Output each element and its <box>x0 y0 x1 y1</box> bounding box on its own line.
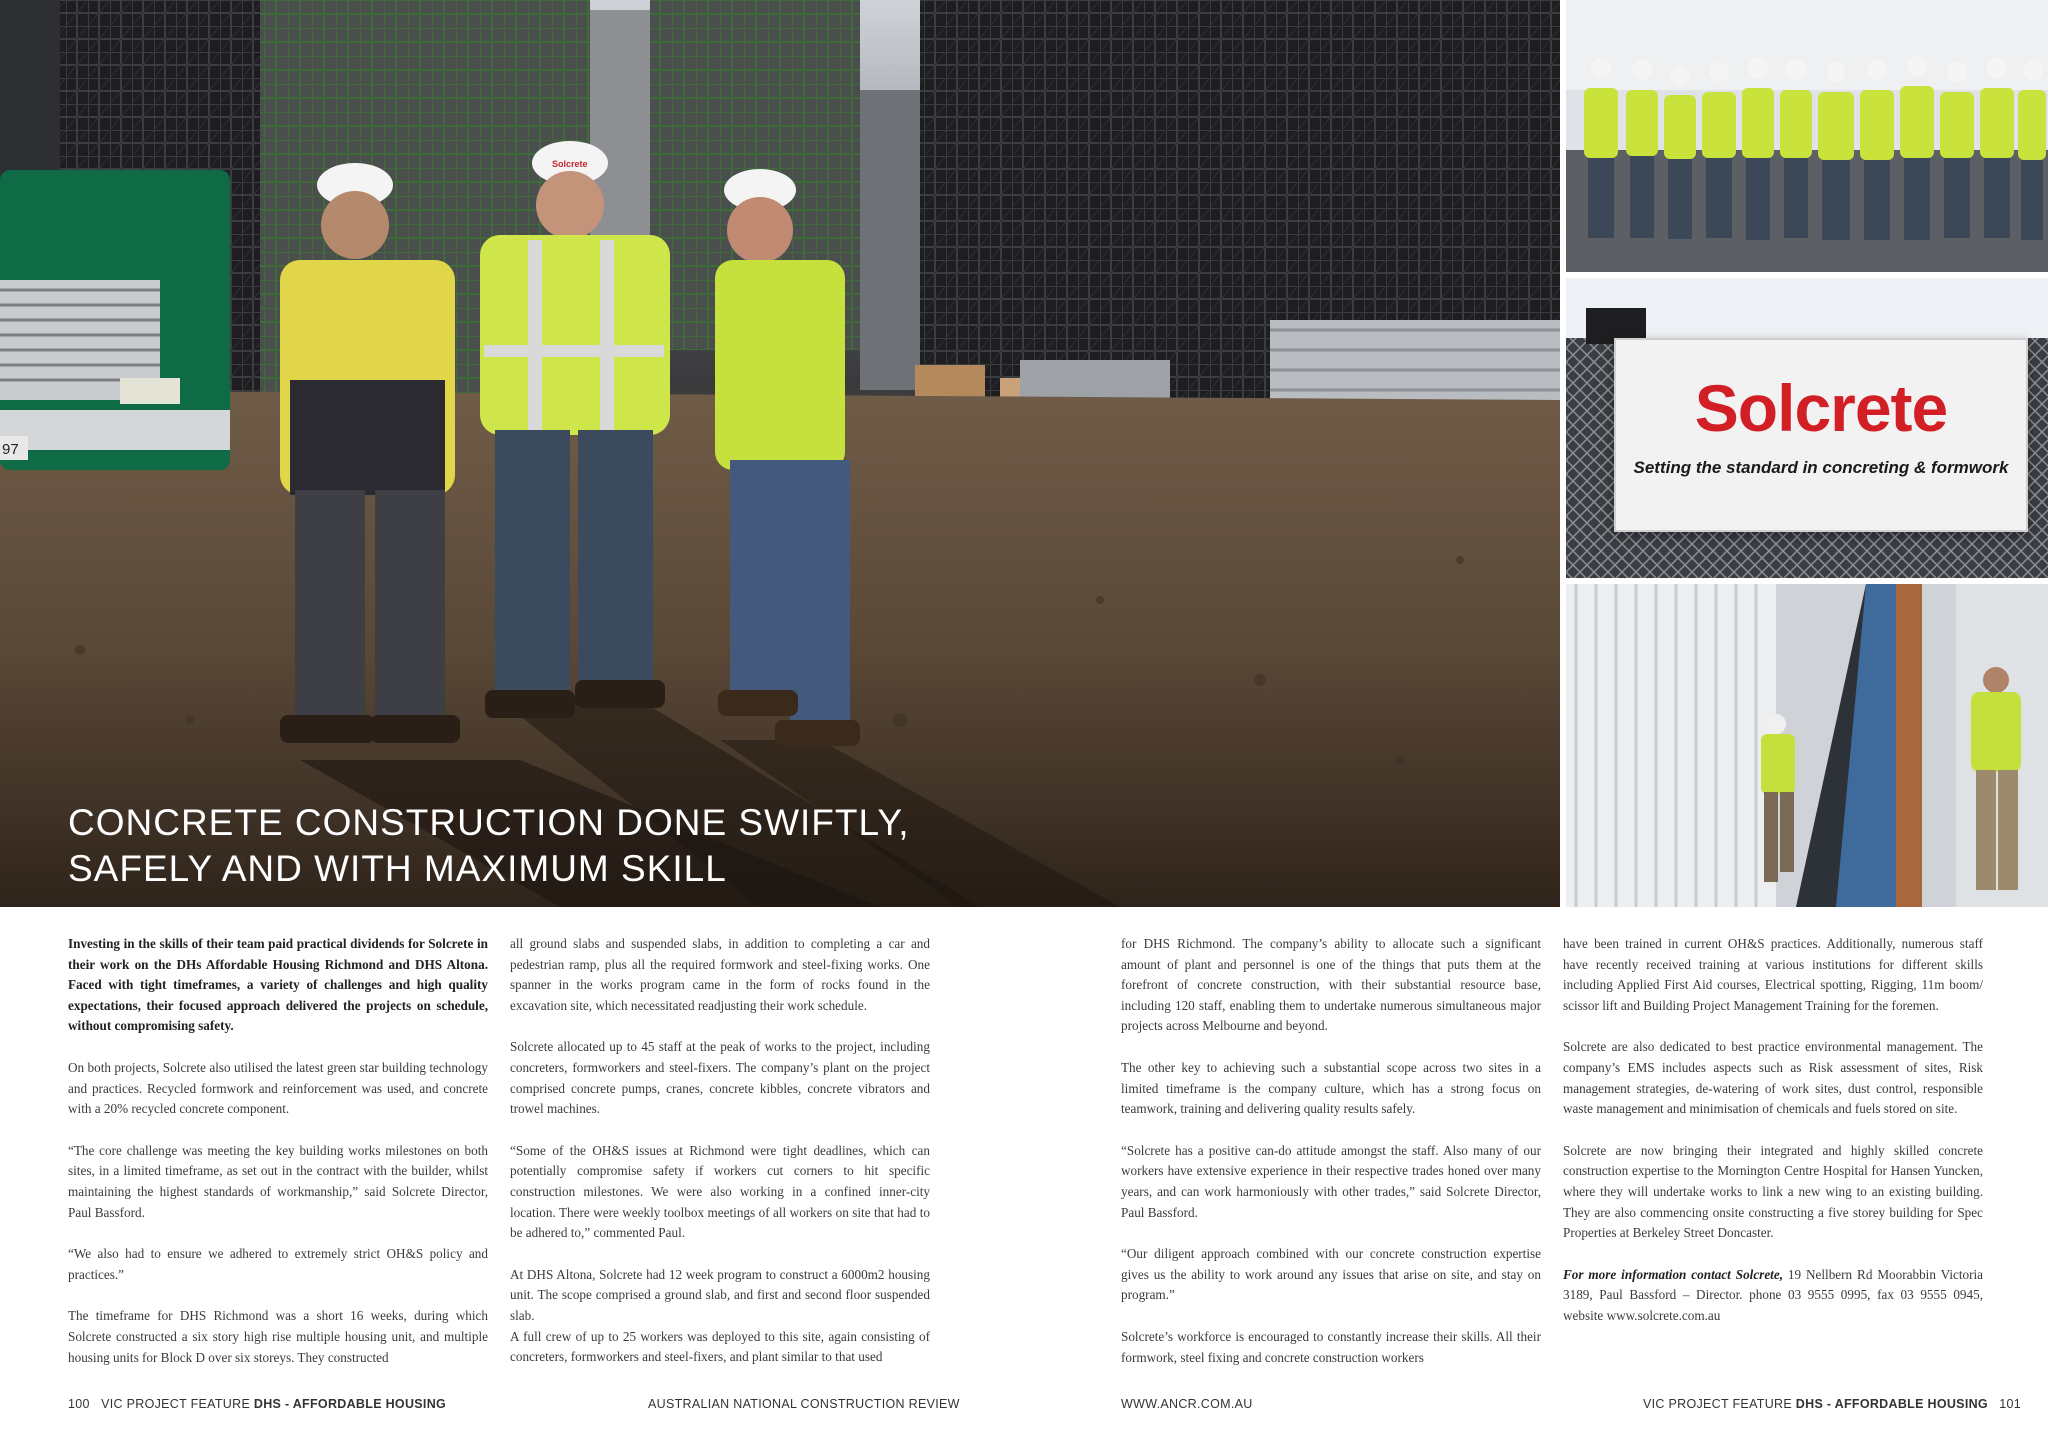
paragraph: “Our diligent approach combined with our concrete construction expertise gives us the ability to work around any issues that arise on site, and stay on program.” <box>1121 1246 1541 1303</box>
footer-left <box>68 1397 446 1411</box>
text-column-2 <box>510 934 930 1389</box>
text-column-3 <box>1121 934 1541 1389</box>
sign-card <box>1614 338 2028 532</box>
paragraph: have been trained in current OH&S practices. Additionally, numerous staff have recently received training at various institutions for different skills including Applied First Aid courses, Electrical spotting, Rigging, 11m boom/ scissor lift and Building Project Management Training for the foremen. <box>1563 936 1983 1013</box>
footer-section-right: DHS - AFFORDABLE HOUSING <box>1795 1397 1988 1411</box>
solcrete-logo: Solcrete <box>1694 371 1948 445</box>
formwork-worker-right <box>1971 667 2021 890</box>
helmet-logo-text: Solcrete <box>552 159 588 169</box>
paragraph: The timeframe for DHS Richmond was a short 16 weeks, during which Solcrete constructed a six story high rise multiple housing unit, and multiple housing units for Block D over six storeys. They constructed <box>68 1308 488 1365</box>
paragraph: Solcrete are now bringing their integrated and highly skilled concrete construction expertise to the Mornington Centre Hospital for Hansen Yuncken, where they will undertake works to link a new wing to an existing building. They are also commencing onsite constructing a five storey building for Spec Properties at Berkeley Street Doncaster. <box>1563 1142 1983 1241</box>
team-photo <box>1566 0 2048 272</box>
text-column-4 <box>1563 934 1983 1348</box>
paragraph: “The core challenge was meeting the key building works milestones on both sites, in a limited timeframe, as set out in the contract with the builder, whilst maintaining the highest standards of workmanship,” said Solcrete Director, Paul Bassford. <box>68 1142 488 1220</box>
team-group-scene <box>1566 0 2048 272</box>
paragraph: “We also had to ensure we adhered to extremely strict OH&S policy and practices.” <box>68 1246 488 1282</box>
footer-website[interactable]: WWW.ANCR.COM.AU <box>1121 1397 1253 1411</box>
headline <box>68 800 968 892</box>
paragraph: A full crew of up to 25 workers was deployed to this site, again consisting of concreters, formworkers and steel-fixers, and plant similar to that used <box>510 1328 930 1365</box>
footer-label-right: VIC PROJECT FEATURE <box>1643 1397 1793 1411</box>
paragraph: Solcrete’s workforce is encouraged to constantly increase their skills. All their formwork, steel fixing and concrete construction workers <box>1121 1328 1541 1365</box>
footer-label-left: VIC PROJECT FEATURE <box>101 1397 251 1411</box>
sign-tagline: Setting the standard in concreting & formwork <box>1633 458 2009 477</box>
paragraph: At DHS Altona, Solcrete had 12 week program to construct a 6000m2 housing unit. The scope comprised a ground slab, and first and second floor suspended slab. <box>510 1266 930 1323</box>
construction-site-scene <box>0 0 1560 907</box>
text-column-1 <box>68 934 488 1389</box>
formwork-photo <box>1566 584 2048 907</box>
paragraph: Solcrete are also dedicated to best practice environmental management. The company’s EMS includes aspects such as Risk assessment of sites, Risk management strategies, de-watering of work sites, dust control, responsible waste management and minimisation of chemicals and fuels stored on site. <box>1563 1039 1983 1117</box>
truck-plate: 97 <box>2 441 19 458</box>
lead-paragraph: Investing in the skills of their team paid practical dividends for Solcrete in their work on the DHs Affordable Housing Richmond and DHS Altona. Faced with tight timeframes, a variety of challenges and high quality expectations, their focused approach delivered the projects on schedule, without compromising safety. <box>68 936 488 1034</box>
hero-photo <box>0 0 1560 907</box>
paragraph: The other key to achieving such a substantial scope across two sites in a limited timeframe is the company culture, which has a strong focus on teamwork, training and delivering quality results safely. <box>1121 1059 1541 1117</box>
paragraph: “Some of the OH&S issues at Richmond were tight deadlines, which can potentially compromise safety if workers cut corners to hit specific construction milestones. We were also working in a confined inner-city location. There were weekly toolbox meetings of all workers on site that had to be adhered to,” commented Paul. <box>510 1142 930 1241</box>
footer-right <box>1643 1397 2021 1411</box>
solcrete-sign-photo <box>1566 278 2048 578</box>
contact-lead: For more information contact Solcrete, <box>1563 1266 1783 1282</box>
formwork-worker-left <box>1761 714 1795 882</box>
headline-line-1: CONCRETE CONSTRUCTION DONE SWIFTLY, <box>68 802 910 843</box>
paragraph: On both projects, Solcrete also utilised the latest green star building technology and practices. Recycled formwork and reinforcement was used, and concrete with a 20% recycled concrete component. <box>68 1059 488 1117</box>
page-number-right: 101 <box>1999 1397 2022 1411</box>
formwork-scene <box>1566 584 2048 907</box>
paragraph: all ground slabs and suspended slabs, in addition to completing a car and pedestrian ramp, plus all the required formwork and steel-fixing works. One spanner in the works program came in the form of rocks found in the excavation site, which necessitated readjusting their work schedule. <box>510 936 930 1013</box>
paragraph: for DHS Richmond. The company’s ability to allocate such a significant amount of plant and personnel is one of the things that puts them at the forefront of concrete construction, with their substantial resource base, including 120 staff, enabling them to undertake numerous simultaneous major projects across Melbourne and beyond. <box>1121 936 1541 1034</box>
page-number-left: 100 <box>68 1397 90 1411</box>
contact-details: 19 Nellbern Rd Moorabbin Victoria 3189, Paul Bassford – Director. phone 03 9555 0995, fax 03 9555 0945, website www.solcrete.com.au <box>1563 1266 1983 1323</box>
contact-paragraph <box>1563 1265 1983 1327</box>
footer-section-left: DHS - AFFORDABLE HOUSING <box>253 1397 447 1411</box>
headline-line-2: SAFELY AND WITH MAXIMUM SKILL <box>68 848 727 889</box>
paragraph: Solcrete allocated up to 45 staff at the peak of works to the project, including concreters, formworkers and steel-fixers. The company’s plant on the project comprised concrete pumps, cranes, concrete kibbles, concrete vibrators and trowel machines. <box>510 1039 930 1117</box>
paragraph: “Solcrete has a positive can-do attitude amongst the staff. Also many of our workers have extensive experience in their respective trades honed over many years, and can work harmoniously with other trades,” said Solcrete Director, Paul Bassford. <box>1121 1142 1541 1220</box>
footer-publication: AUSTRALIAN NATIONAL CONSTRUCTION REVIEW <box>648 1397 960 1411</box>
